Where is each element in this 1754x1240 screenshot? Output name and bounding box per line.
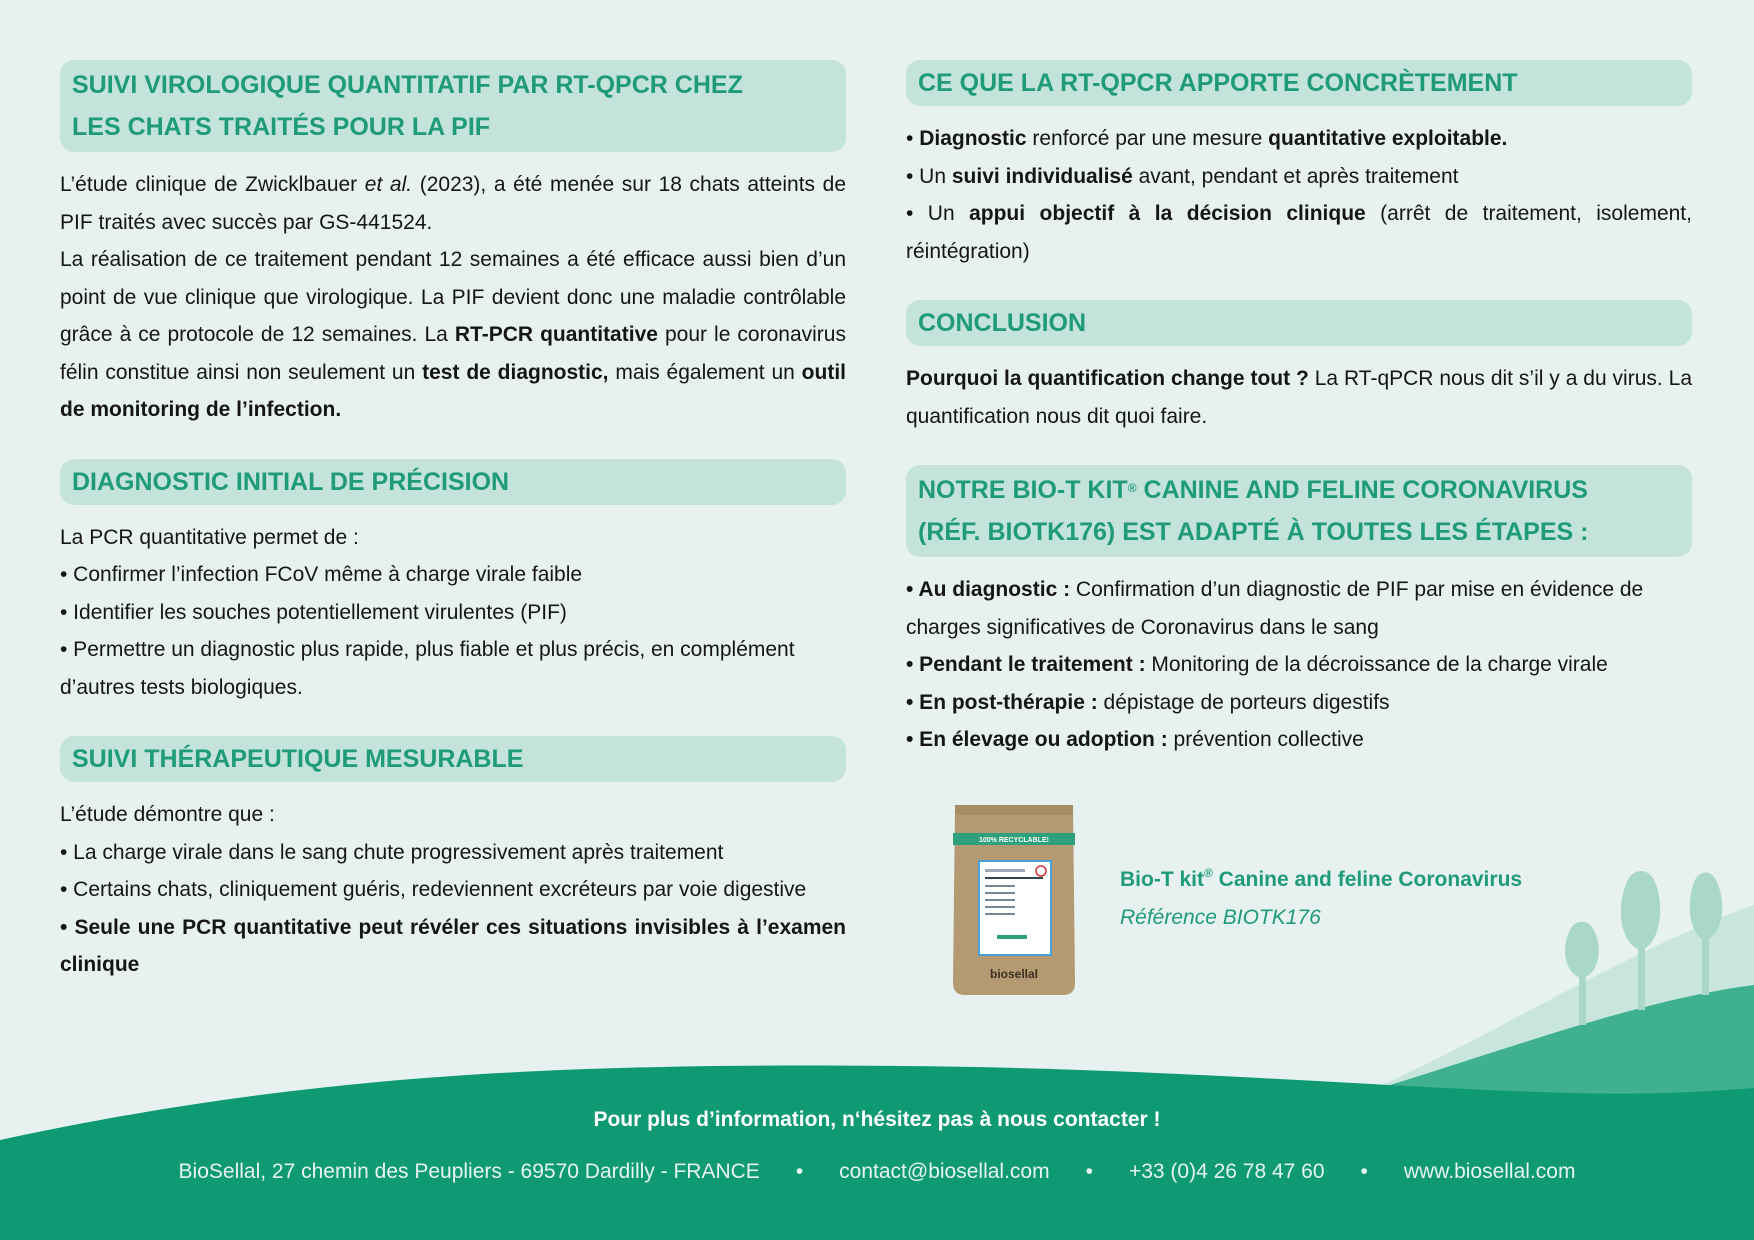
list-item: • Confirmer l’infection FCoV même à charge virale faible	[60, 563, 583, 586]
section-title-bio-t-kit: NOTRE BIO-T KIT® CANINE AND FELINE CORONAVIRUS (RÉF. BIOTK176) EST ADAPTÉ À TOUTES LES ÉTAPES :	[906, 465, 1692, 557]
right-column	[906, 60, 1692, 759]
section-title-suivi-virologique: SUIVI VIROLOGIQUE QUANTITATIF PAR RT-QPCR CHEZ LES CHATS TRAITÉS POUR LA PIF	[60, 60, 846, 152]
list-intro: La PCR quantitative permet de :	[60, 525, 359, 549]
section-title-diagnostic-initial: DIAGNOSTIC INITIAL DE PRÉCISION	[60, 459, 846, 505]
diagnostic-list	[60, 519, 846, 707]
section-title-rtqpcr-apporte: CE QUE LA RT-QPCR APPORTE CONCRÈTEMENT	[906, 60, 1692, 106]
list-item: • Un appui objectif à la décision clinique (arrêt de traitement, isolement, réintégration)	[906, 202, 1692, 263]
therapeutic-list	[60, 796, 846, 984]
section-title-suivi-therapeutique: SUIVI THÉRAPEUTIQUE MESURABLE	[60, 736, 846, 782]
footer-website-link[interactable]: www.biosellal.com	[1403, 1160, 1576, 1183]
list-item: • La charge virale dans le sang chute progressivement après traitement	[60, 840, 724, 864]
footer-phone[interactable]: +33 (0)4 26 78 47 60	[1128, 1160, 1325, 1183]
conclusion-text: Pourquoi la quantification change tout ? La RT-qPCR nous dit s’il y a du virus. La quantification nous dit quoi faire.	[906, 367, 1692, 428]
product-name: Bio-T kit® Canine and feline Coronavirus	[1120, 866, 1523, 891]
list-item: • En post-thérapie : dépistage de porteurs digestifs	[906, 690, 1390, 714]
footer-email-link[interactable]: contact@biosellal.com	[839, 1160, 1050, 1183]
list-item: • Un suivi individualisé avant, pendant et après traitement	[906, 164, 1459, 188]
list-item: • En élevage ou adoption : prévention collective	[906, 728, 1364, 751]
kit-steps-list	[906, 571, 1692, 759]
list-item: • Diagnostic renforcé par une mesure quantitative exploitable.	[906, 127, 1508, 150]
list-item: • Pendant le traitement : Monitoring de la décroissance de la charge virale	[906, 653, 1608, 676]
footer-call-to-action: Pour plus d’information, n‘hésitez pas à nous contacter !	[593, 1108, 1161, 1131]
list-item: • Au diagnostic : Confirmation d’un diagnostic de PIF par mise en évidence de charges significatives de Coronavirus dans le sang	[906, 578, 1644, 639]
svg-text:100% RECYCLABLE!: 100% RECYCLABLE!	[978, 837, 1050, 844]
study-intro-text: L’étude clinique de Zwicklbauer et al. (2023), a été menée sur 18 chats atteints de PIF traités avec succès par GS-441524. La réalisation de ce traitement pendant 12 semaines a été efficace aussi bien d’un point de vue clinique que virologique. La PIF devient donc une maladie contrôlable grâce à ce protocole de 12 semaines. La RT-PCR quantitative pour le coronavirus félin constitue ainsi non seulement un test de diagnostic, mais également un outil de monitoring de l’infection.	[60, 173, 847, 421]
section-title-conclusion: CONCLUSION	[906, 300, 1692, 346]
footer-band	[0, 1065, 1754, 1240]
left-column	[60, 60, 846, 984]
product-pouch-image	[951, 803, 1077, 998]
list-item: • Identifier les souches potentiellement virulentes (PIF)	[60, 600, 567, 624]
list-item: • Permettre un diagnostic plus rapide, plus fiable et plus précis, en complément d’autres tests biologiques.	[60, 638, 795, 699]
list-intro: L’étude démontre que :	[60, 803, 275, 826]
benefits-list	[906, 120, 1692, 270]
footer-address: BioSellal, 27 chemin des Peupliers - 69570 Dardilly - FRANCE	[178, 1160, 760, 1183]
footer-contact-line: BioSellal, 27 chemin des Peupliers - 69570 Dardilly - FRANCE • contact@biosellal.com • +33 (0)4 26 78 47 60 • www.biosellal.com	[178, 1160, 1576, 1183]
product-reference: Référence BIOTK176	[1120, 906, 1321, 929]
list-item-bold: • Seule une PCR quantitative peut révéler ces situations invisibles à l’examen clinique	[60, 915, 846, 976]
svg-text:biosellal: biosellal	[989, 967, 1039, 981]
list-item: • Certains chats, cliniquement guéris, redeviennent excréteurs par voie digestive	[60, 878, 807, 901]
